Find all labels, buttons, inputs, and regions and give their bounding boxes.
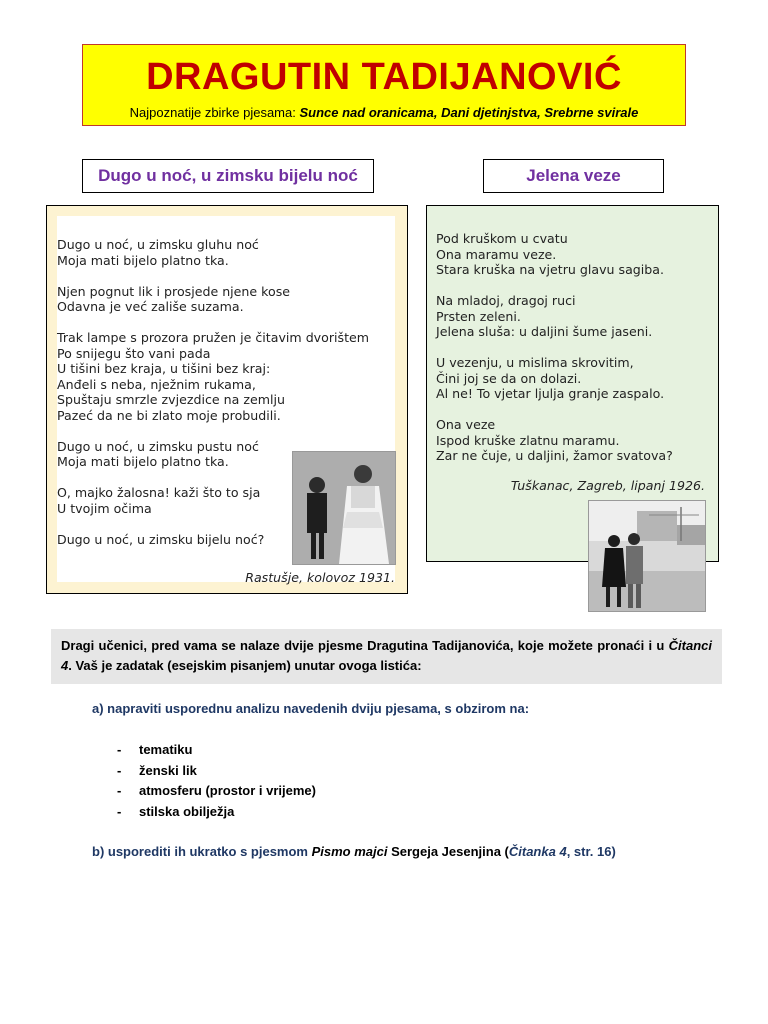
- poem2-line: Al ne! To vjetar ljulja granje zaspalo.: [436, 386, 665, 401]
- photo-mother-child-image: [293, 452, 396, 565]
- poem2-line: Prsten zeleni.: [436, 308, 521, 324]
- poem2-line: Ona veze: [436, 417, 496, 432]
- poem1-line: Moja mati bijelo platno tka.: [57, 252, 229, 268]
- task-a: a) napraviti usporednu analizu navedenih dviju pjesama, s obzirom na:: [92, 701, 530, 716]
- instructions-part1: Dragi učenici, pred vama se nalaze dvije pjesme Dragutina Tadijanovića, koje možete pronaći i u: [61, 638, 669, 653]
- header-banner: [82, 44, 686, 126]
- poem1-line: Odavna je već zališe suzama.: [57, 299, 244, 314]
- poem1-line: O, majko žalosna! kaži što to sja: [57, 485, 261, 500]
- subtitle-prefix: Najpoznatije zbirke pjesama:: [129, 105, 300, 120]
- subtitle: [83, 105, 685, 121]
- poem1-line: Dugo u noć, u zimsku bijelu noć?: [57, 531, 265, 547]
- subtitle-works: Sunce nad oranicama, Dani djetinjstva, Srebrne svirale: [299, 105, 639, 120]
- task-b: [92, 844, 616, 859]
- poem2-stanza: [436, 355, 673, 402]
- task-a-list: [117, 740, 316, 822]
- photo-couple: [588, 500, 706, 612]
- task-b-part2: Sergeja Jesenjina (: [387, 844, 509, 859]
- poem2-line: Zar ne čuje, u daljini, žamor svatova?: [436, 448, 673, 463]
- poem2-line: U vezenju, u mislima skrovitim,: [436, 355, 634, 370]
- poem2-line: Ispod kruške zlatnu maramu.: [436, 432, 620, 448]
- task-b-part3: , str. 16): [566, 844, 616, 859]
- photo-mother-child: [292, 451, 396, 565]
- poem2-stanza: [436, 231, 673, 278]
- list-item: - ženski lik: [117, 761, 316, 782]
- poem2-line: Stara kruška na vjetru glavu sagiba.: [436, 262, 664, 277]
- poem1-line: Po snijegu što vani pada: [57, 345, 211, 361]
- poem2-line: Jelena sluša: u daljini šume jaseni.: [436, 324, 653, 339]
- list-item: - tematiku: [117, 740, 316, 761]
- instructions-part2: . Vaš je zadatak (esejskim pisanjem) unutar ovoga listića:: [68, 658, 422, 673]
- photo-couple-image: [589, 501, 706, 612]
- poem1-line: Trak lampe s prozora pružen je čitavim dvorištem: [57, 330, 370, 345]
- poem2-title: Jelena veze: [483, 159, 664, 193]
- task-b-book: Čitanka 4: [508, 844, 567, 859]
- poem2-signature: Tuškanac, Zagreb, lipanj 1926.: [510, 478, 705, 493]
- poem1-line: U tišini bez kraja, u tišini bez kraj:: [57, 361, 271, 376]
- poem1-line: U tvojim očima: [57, 500, 152, 516]
- poem2-stanza: [436, 293, 673, 340]
- poem1-stanza: [57, 237, 369, 268]
- poem2-text: [436, 231, 673, 479]
- poem2-line: Pod kruškom u cvatu: [436, 231, 568, 246]
- poem1-line: Spuštaju smrzle zvjezdice na zemlju: [57, 392, 285, 407]
- list-item: - atmosferu (prostor i vrijeme): [117, 781, 316, 802]
- poem2-line: Ona maramu veze.: [436, 246, 557, 262]
- poem1-line: Dugo u noć, u zimsku gluhu noć: [57, 237, 259, 252]
- poem1-line: Njen pognut lik i prosjede njene kose: [57, 283, 291, 299]
- poem1-line: Moja mati bijelo platno tka.: [57, 454, 229, 469]
- instructions-text: [61, 636, 712, 676]
- task-b-part1: b) usporediti ih ukratko s pjesmom: [92, 844, 312, 859]
- instructions-book: Čitanci 4: [61, 638, 712, 673]
- poem1-title: Dugo u noć, u zimsku bijelu noć: [82, 159, 374, 193]
- page-title: DRAGUTIN TADIJANOVIĆ: [146, 56, 622, 98]
- poem1-signature: Rastušje, kolovoz 1931.: [245, 570, 395, 585]
- poem1-stanza: [57, 330, 369, 423]
- poem1-stanza: [57, 284, 369, 315]
- poem1-line: Pazeć da ne bi zlato moje probudili.: [57, 407, 281, 423]
- poem1-line: Anđeli s neba, nježnim rukama,: [57, 376, 256, 392]
- poem2-line: Na mladoj, dragoj ruci: [436, 293, 576, 308]
- poem2-line: Čini joj se da on dolazi.: [436, 370, 582, 386]
- list-item: - stilska obilježja: [117, 802, 316, 823]
- poem1-line: Dugo u noć, u zimsku pustu noć: [57, 438, 259, 454]
- task-b-poem: Pismo majci: [311, 844, 388, 859]
- instructions-box: [51, 629, 722, 684]
- poem2-stanza: [436, 417, 673, 464]
